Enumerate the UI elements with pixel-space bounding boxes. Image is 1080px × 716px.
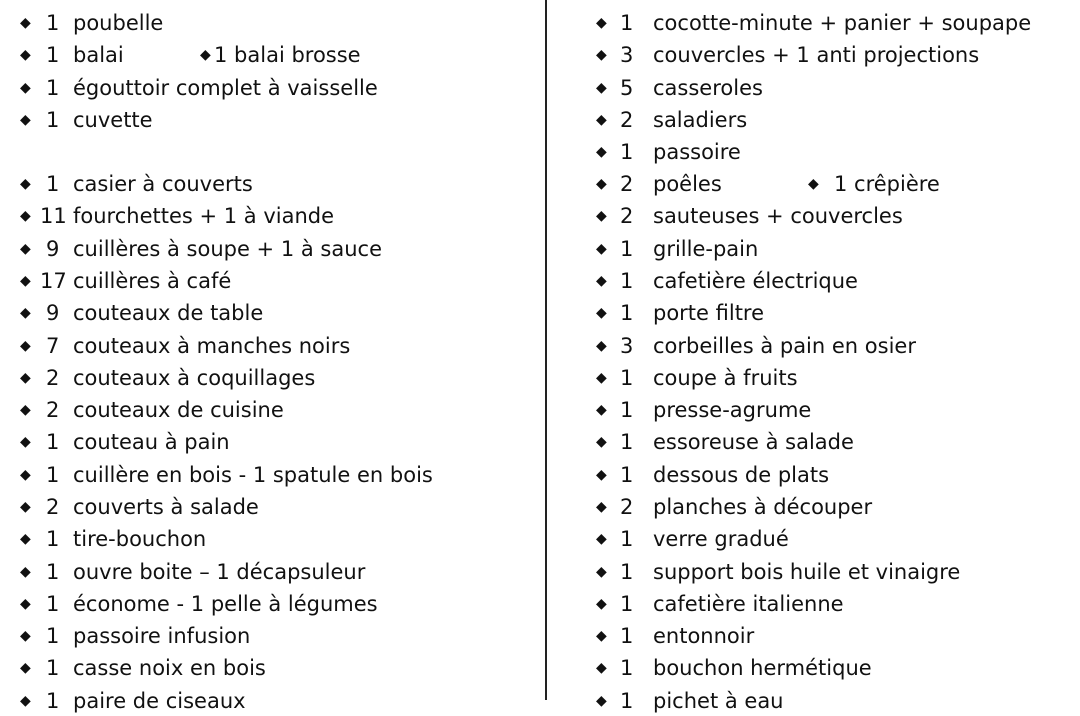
- bullet-icon: ◆: [596, 338, 607, 354]
- bullet-icon: ◆: [596, 370, 607, 386]
- list-item: [0, 105, 540, 135]
- list-item: [552, 557, 1080, 587]
- bullet-icon: ◆: [596, 144, 607, 160]
- bullet-icon: ◆: [20, 241, 31, 257]
- item-label: casse noix en bois: [73, 656, 266, 680]
- item-label: passoire infusion: [73, 624, 251, 648]
- list-item: [0, 331, 540, 361]
- list-item: [0, 169, 540, 199]
- item-label: support bois huile et vinaigre: [653, 560, 961, 584]
- item-label: couverts à salade: [73, 495, 259, 519]
- item-quantity: 1: [46, 463, 60, 487]
- item-quantity: 1: [46, 76, 60, 100]
- item-label: saladiers: [653, 108, 748, 132]
- item-quantity: 1: [620, 592, 634, 616]
- item-label: couteaux de cuisine: [73, 398, 284, 422]
- bullet-icon: ◆: [20, 208, 31, 224]
- item-quantity: 1: [620, 140, 634, 164]
- item-label: porte filtre: [653, 301, 765, 325]
- item-label: cuvette: [73, 108, 153, 132]
- item-quantity: 11: [40, 204, 67, 228]
- list-item: [552, 137, 1080, 167]
- list-item: [0, 589, 540, 619]
- list-item: [0, 234, 540, 264]
- item-quantity: 2: [620, 108, 634, 132]
- item-quantity: 1: [620, 560, 634, 584]
- item-label: grille-pain: [653, 237, 759, 261]
- bullet-icon: ◆: [20, 15, 31, 31]
- list-item: [552, 427, 1080, 457]
- bullet-icon: ◆: [20, 47, 31, 63]
- list-item: [552, 8, 1080, 38]
- item-quantity: 1: [620, 11, 634, 35]
- item-label: économe - 1 pelle à légumes: [73, 592, 378, 616]
- list-item: [0, 524, 540, 554]
- list-item: [0, 73, 540, 103]
- item-label: ouvre boite – 1 décapsuleur: [73, 560, 366, 584]
- item-extra-label: 1 balai brosse: [214, 43, 361, 67]
- item-quantity: 1: [620, 656, 634, 680]
- list-item: [552, 395, 1080, 425]
- item-quantity: 2: [620, 495, 634, 519]
- item-quantity: 9: [46, 237, 60, 261]
- bullet-icon: ◆: [20, 370, 31, 386]
- item-label: verre gradué: [653, 527, 789, 551]
- item-quantity: 2: [46, 398, 60, 422]
- bullet-icon: ◆: [20, 531, 31, 547]
- item-quantity: 1: [620, 366, 634, 390]
- bullet-icon: ◆: [596, 564, 607, 580]
- list-item: [552, 40, 1080, 70]
- item-label: fourchettes + 1 à viande: [73, 204, 335, 228]
- list-item: [552, 234, 1080, 264]
- list-item: [552, 105, 1080, 135]
- item-quantity: 3: [620, 334, 634, 358]
- list-item: [552, 653, 1080, 683]
- bullet-icon: ◆: [20, 434, 31, 450]
- item-label: planches à découper: [653, 495, 873, 519]
- item-label: poubelle: [73, 11, 164, 35]
- bullet-icon: ◆: [20, 112, 31, 128]
- bullet-icon: ◆: [596, 112, 607, 128]
- list-item: [552, 298, 1080, 328]
- item-label: couteaux de table: [73, 301, 264, 325]
- item-label: cocotte-minute + panier + soupape: [653, 11, 1032, 35]
- bullet-icon: ◆: [596, 47, 607, 63]
- item-quantity: 1: [620, 398, 634, 422]
- item-label: entonnoir: [653, 624, 755, 648]
- item-label: casseroles: [653, 76, 763, 100]
- list-item: [0, 40, 540, 70]
- list-item: [0, 492, 540, 522]
- item-quantity: 1: [46, 527, 60, 551]
- list-item: [552, 363, 1080, 393]
- bullet-icon: ◆: [20, 628, 31, 644]
- bullet-icon: ◆: [20, 467, 31, 483]
- item-quantity: 1: [46, 656, 60, 680]
- item-quantity: 1: [46, 43, 60, 67]
- bullet-icon: ◆: [596, 434, 607, 450]
- item-quantity: 1: [46, 689, 60, 713]
- bullet-icon: ◆: [20, 564, 31, 580]
- item-quantity: 1: [46, 624, 60, 648]
- bullet-icon: ◆: [596, 15, 607, 31]
- item-quantity: 1: [620, 269, 634, 293]
- item-label: sauteuses + couvercles: [653, 204, 903, 228]
- bullet-icon: ◆: [596, 305, 607, 321]
- item-label: couteaux à manches noirs: [73, 334, 351, 358]
- item-label: cuillère en bois - 1 spatule en bois: [73, 463, 433, 487]
- bullet-icon: ◆: [596, 402, 607, 418]
- item-label: poêles: [653, 172, 722, 196]
- item-quantity: 2: [46, 495, 60, 519]
- bullet-icon: ◆: [20, 273, 31, 289]
- item-label: bouchon hermétique: [653, 656, 872, 680]
- item-label: corbeilles à pain en osier: [653, 334, 916, 358]
- list-item: [552, 201, 1080, 231]
- bullet-icon: ◆: [20, 499, 31, 515]
- bullet-icon: ◆: [20, 80, 31, 96]
- list-item: [0, 686, 540, 716]
- list-item: [0, 395, 540, 425]
- item-quantity: 1: [46, 108, 60, 132]
- list-item: [0, 8, 540, 38]
- list-item: [0, 557, 540, 587]
- item-quantity: 1: [620, 527, 634, 551]
- bullet-icon: ◆: [808, 176, 819, 192]
- bullet-icon: ◆: [596, 531, 607, 547]
- list-item: [552, 169, 1080, 199]
- list-item: [0, 621, 540, 651]
- item-label: tire-bouchon: [73, 527, 207, 551]
- item-quantity: 2: [46, 366, 60, 390]
- item-quantity: 1: [620, 463, 634, 487]
- bullet-icon: ◆: [596, 241, 607, 257]
- list-item: [552, 266, 1080, 296]
- item-label: pichet à eau: [653, 689, 784, 713]
- item-quantity: 9: [46, 301, 60, 325]
- list-item: [552, 686, 1080, 716]
- item-quantity: 1: [46, 172, 60, 196]
- list-item: [0, 653, 540, 683]
- bullet-icon: ◆: [596, 596, 607, 612]
- bullet-icon: ◆: [200, 47, 211, 63]
- item-quantity: 1: [46, 430, 60, 454]
- item-quantity: 1: [46, 11, 60, 35]
- bullet-icon: ◆: [596, 693, 607, 709]
- item-quantity: 1: [620, 237, 634, 261]
- item-label: passoire: [653, 140, 741, 164]
- item-label: couteau à pain: [73, 430, 230, 454]
- item-label: dessous de plats: [653, 463, 830, 487]
- item-quantity: 1: [620, 624, 634, 648]
- item-label: presse-agrume: [653, 398, 812, 422]
- bullet-icon: ◆: [20, 596, 31, 612]
- column-divider: [545, 0, 547, 700]
- item-label: cuillères à soupe + 1 à sauce: [73, 237, 382, 261]
- item-label: cuillères à café: [73, 269, 232, 293]
- list-item: [552, 73, 1080, 103]
- item-label: coupe à fruits: [653, 366, 798, 390]
- list-item: [552, 524, 1080, 554]
- bullet-icon: ◆: [596, 80, 607, 96]
- item-label: balai: [73, 43, 124, 67]
- item-quantity: 1: [46, 592, 60, 616]
- item-label: couvercles + 1 anti projections: [653, 43, 980, 67]
- item-label: paire de ciseaux: [73, 689, 246, 713]
- item-quantity: 3: [620, 43, 634, 67]
- item-label: casier à couverts: [73, 172, 253, 196]
- item-extra-label: 1 crêpière: [834, 172, 940, 196]
- list-item: [552, 621, 1080, 651]
- bullet-icon: ◆: [596, 273, 607, 289]
- list-item: [552, 492, 1080, 522]
- list-item: [0, 427, 540, 457]
- item-label: égouttoir complet à vaisselle: [73, 76, 378, 100]
- item-label: cafetière électrique: [653, 269, 858, 293]
- list-item: [0, 201, 540, 231]
- bullet-icon: ◆: [596, 176, 607, 192]
- item-quantity: 2: [620, 204, 634, 228]
- list-item: [552, 460, 1080, 490]
- bullet-icon: ◆: [20, 402, 31, 418]
- list-item: [552, 589, 1080, 619]
- list-item: [552, 331, 1080, 361]
- bullet-icon: ◆: [20, 660, 31, 676]
- bullet-icon: ◆: [596, 628, 607, 644]
- item-label: couteaux à coquillages: [73, 366, 316, 390]
- bullet-icon: ◆: [596, 499, 607, 515]
- list-item: [0, 363, 540, 393]
- bullet-icon: ◆: [20, 305, 31, 321]
- item-quantity: 1: [46, 560, 60, 584]
- item-quantity: 2: [620, 172, 634, 196]
- item-quantity: 17: [40, 269, 67, 293]
- item-label: cafetière italienne: [653, 592, 844, 616]
- bullet-icon: ◆: [20, 338, 31, 354]
- item-quantity: 1: [620, 301, 634, 325]
- bullet-icon: ◆: [20, 176, 31, 192]
- item-quantity: 1: [620, 689, 634, 713]
- bullet-icon: ◆: [20, 693, 31, 709]
- list-item: [0, 266, 540, 296]
- item-quantity: 1: [620, 430, 634, 454]
- item-quantity: 7: [46, 334, 60, 358]
- list-item: [0, 460, 540, 490]
- item-quantity: 5: [620, 76, 634, 100]
- bullet-icon: ◆: [596, 467, 607, 483]
- list-item: [0, 298, 540, 328]
- bullet-icon: ◆: [596, 208, 607, 224]
- item-label: essoreuse à salade: [653, 430, 854, 454]
- bullet-icon: ◆: [596, 660, 607, 676]
